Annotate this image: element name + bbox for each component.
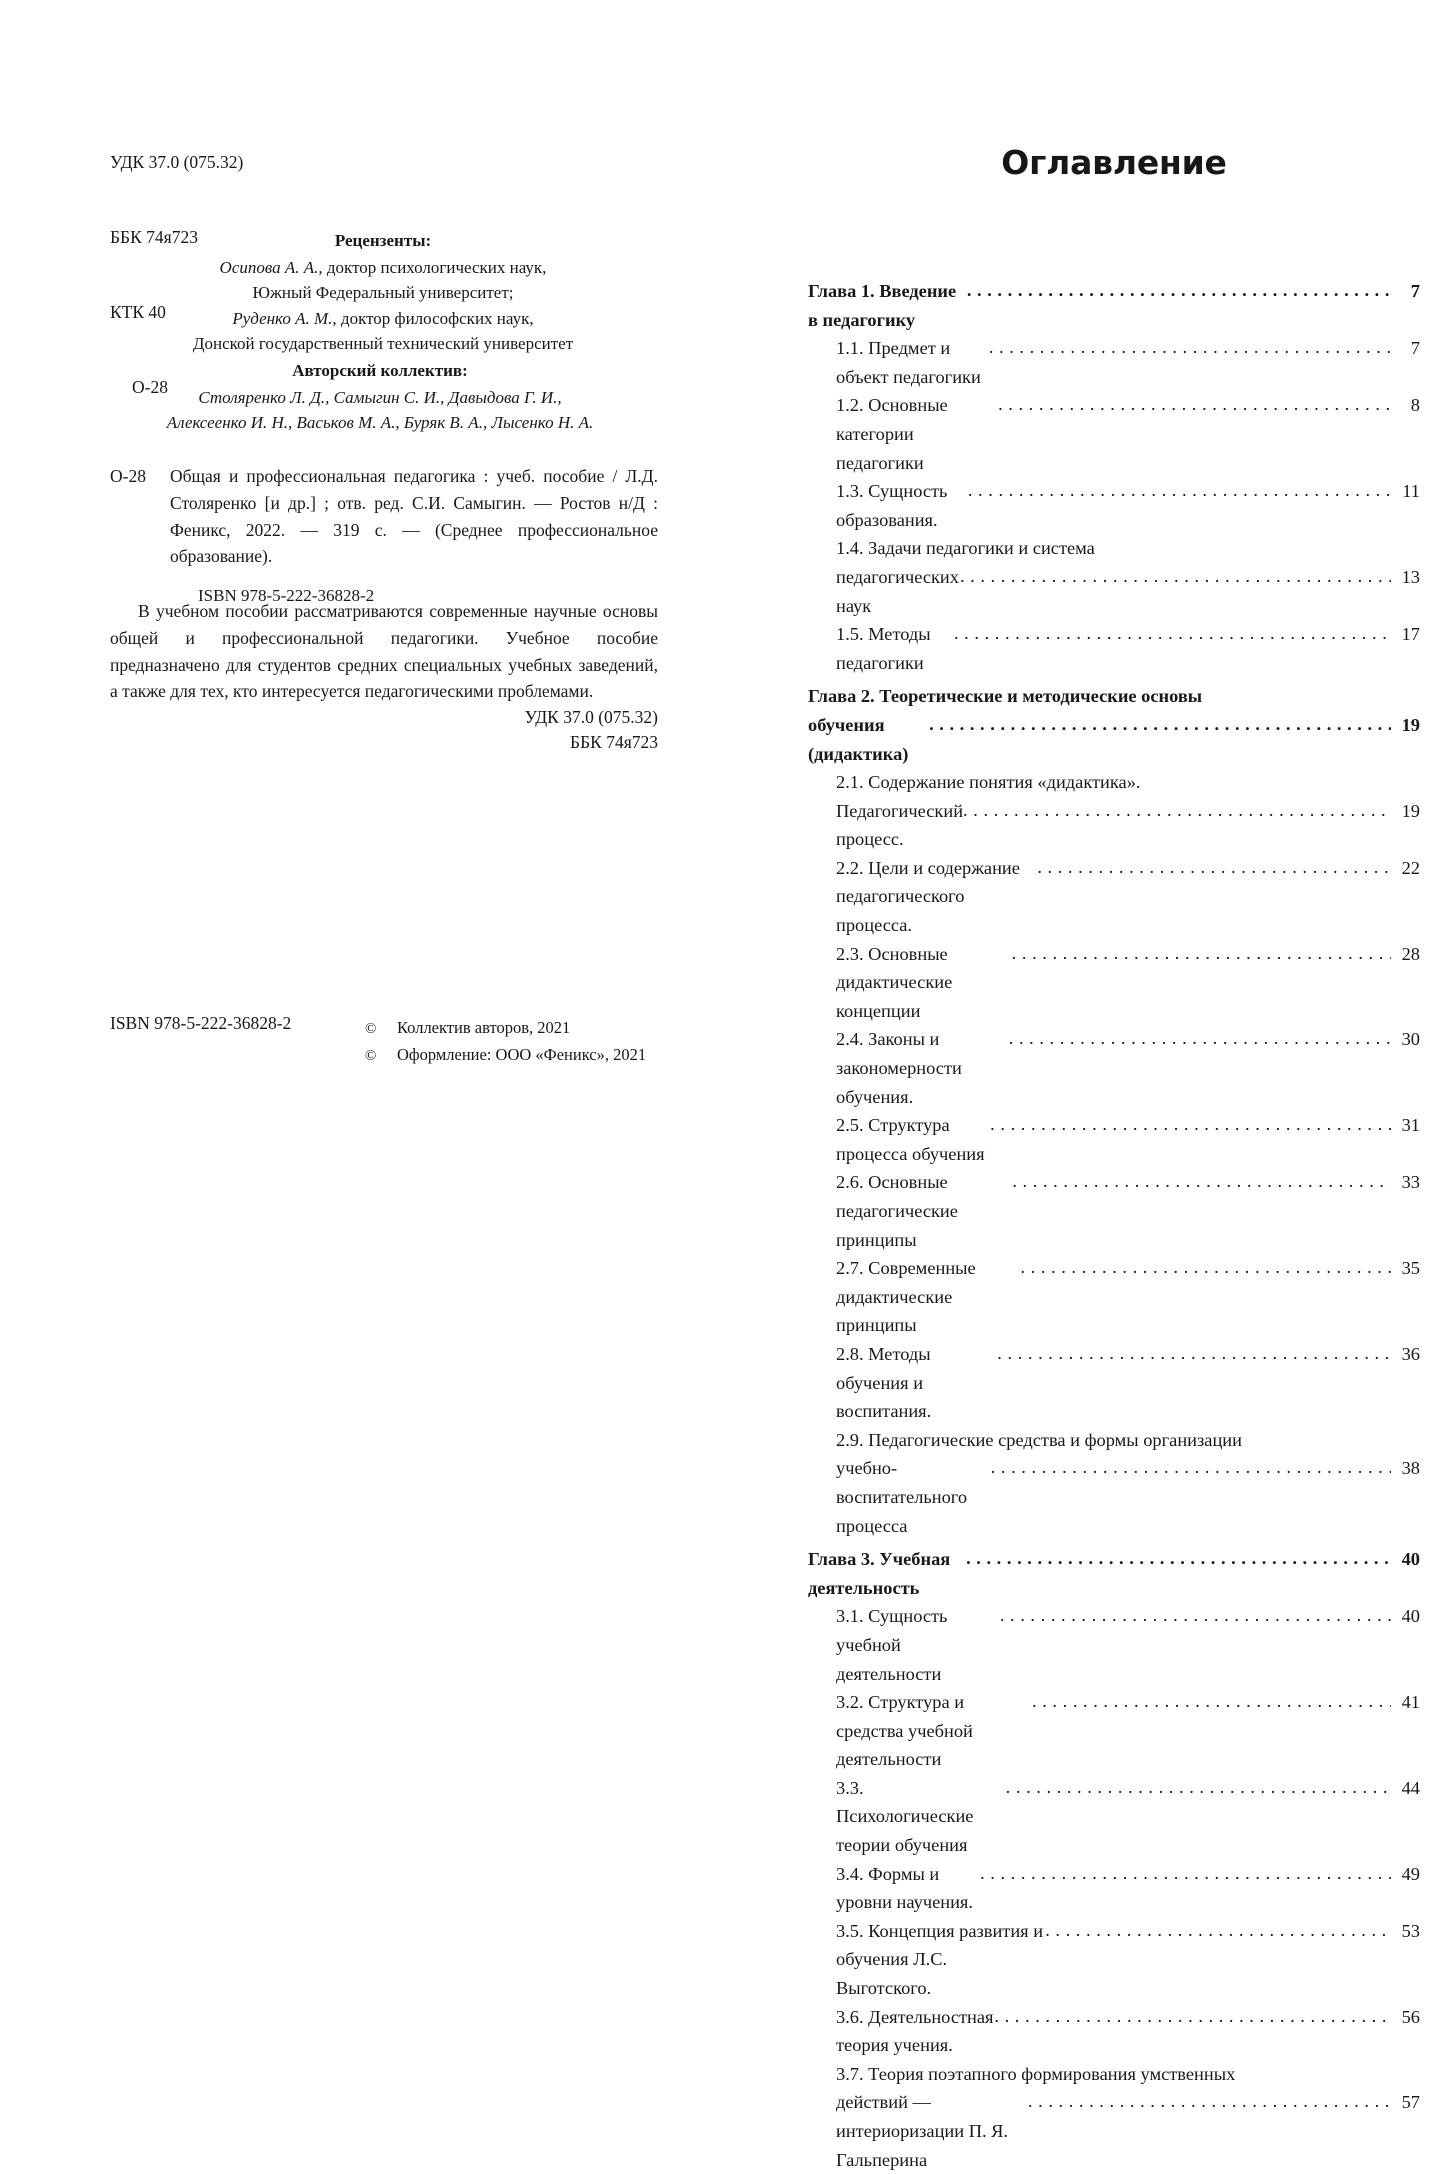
toc-entry-line: 1.4. Задачи педагогики и система	[836, 538, 1095, 559]
toc-dot-leader	[1012, 939, 1391, 968]
toc-leader-row	[836, 391, 1420, 477]
toc-page-number: 33	[1401, 1172, 1420, 1193]
table-of-contents-page	[722, 0, 1445, 2170]
toc-entry-title: 3.1. Сущность учебной деятельности	[836, 1606, 953, 1684]
biblio-description: Общая и профессиональная педагогика : учеб. пособие / Л.Д. Столяренко [и др.] ; отв. ред. С.И. Самыгин. — Ростов н/Д : Феникс, 2022. — 319 с. — (Среднее профессиональное образование).	[170, 466, 658, 567]
biblio-shelf-code: О-28	[110, 466, 146, 486]
toc-dot-leader	[929, 710, 1391, 739]
toc-entry-title: Глава 1. Введение в педагогику	[808, 281, 961, 330]
imprint-page	[0, 0, 722, 1168]
toc-leader-row	[836, 940, 1420, 1026]
toc-dot-leader	[1032, 1687, 1391, 1716]
toc-leader-row	[808, 711, 1420, 768]
toc-entry-title: 3.6. Деятельностная теория учения.	[836, 2006, 999, 2056]
toc-entry-title: 2.7. Современные дидактические принципы	[836, 1258, 981, 1336]
toc-leader-row	[836, 1454, 1420, 1540]
toc-entry-title: действий — интериоризации П. Я. Гальперина	[836, 2092, 1013, 2170]
toc-page-number: 57	[1401, 2092, 1420, 2113]
toc-dot-leader	[954, 619, 1391, 648]
toc-entry-title: 2.4. Законы и закономерности обучения.	[836, 1029, 967, 1107]
toc-section-entry[interactable]	[808, 1602, 1420, 1688]
toc-leader-row	[836, 1111, 1420, 1168]
reviewer-affiliation: Донской государственный технический университет	[192, 334, 574, 353]
reviewer-name: Осипова А. А.,	[219, 257, 323, 277]
copyright-block	[365, 1015, 646, 1069]
reviewer-degree: доктор психологических наук,	[322, 257, 547, 277]
reviewer-line	[110, 306, 656, 332]
toc-section-entry[interactable]	[808, 1111, 1420, 1168]
udk-code-footer: УДК 37.0 (075.32)	[524, 707, 658, 727]
page-title: Оглавление	[1001, 143, 1227, 182]
toc-leader-row	[836, 1917, 1420, 2003]
udk-bbk-footer	[110, 705, 658, 755]
reviewer-line	[110, 331, 656, 357]
toc-page-number: 19	[1401, 800, 1420, 821]
toc-entry-title: обучения (дидактика)	[808, 714, 909, 764]
toc-dot-leader	[1012, 1167, 1391, 1196]
toc-page-number: 53	[1401, 1920, 1420, 1941]
toc-dot-leader	[1037, 853, 1391, 882]
toc-entry-title: 3.5. Концепция развития и обучения Л.С. Выготского.	[836, 1920, 1048, 1999]
toc-page-number: 44	[1401, 1777, 1420, 1798]
toc-leader-row	[836, 1168, 1420, 1254]
toc-section-entry[interactable]	[808, 940, 1420, 1026]
toc-section-entry[interactable]	[808, 1860, 1420, 1917]
toc-page-number: 40	[1401, 1606, 1420, 1627]
toc-leader-row	[836, 1602, 1420, 1688]
reviewer-line	[110, 255, 656, 281]
toc-leader-row	[836, 2088, 1420, 2174]
bbk-code-footer: ББК 74я723	[570, 732, 658, 752]
reviewer-affiliation: Южный Федеральный университет;	[252, 283, 514, 302]
reviewer-name: Руденко А. М.,	[232, 308, 337, 328]
toc-leader-row	[836, 2003, 1420, 2060]
toc-dot-leader	[960, 562, 1391, 591]
toc-entry-title: 1.1. Предмет и объект педагогики	[836, 338, 981, 387]
authors-line: Алексеенко И. Н., Васьков М. А., Буряк В. А., Лысенко Н. А.	[166, 413, 594, 432]
toc-dot-leader	[989, 333, 1391, 362]
biblio-isbn: ISBN 978-5-222-36828-2	[198, 586, 375, 606]
toc-page-number: 38	[1401, 1458, 1420, 1479]
toc-chapter-entry[interactable]	[808, 682, 1420, 768]
toc-page-number: 19	[1401, 714, 1420, 735]
toc-dot-leader	[991, 1453, 1391, 1482]
toc-entry-title: 2.6. Основные педагогические принципы	[836, 1172, 963, 1250]
toc-leader-row	[836, 563, 1420, 620]
toc-dot-leader	[1009, 1024, 1391, 1053]
toc-section-entry[interactable]	[808, 1917, 1420, 2003]
copyright-text: Коллектив авторов, 2021	[397, 1018, 571, 1037]
toc-dot-leader	[990, 1110, 1391, 1139]
toc-entry-title: 2.2. Цели и содержание педагогического процесса.	[836, 857, 1025, 936]
toc-section-entry[interactable]	[808, 1254, 1420, 1340]
toc-section-entry[interactable]	[808, 1688, 1420, 1774]
reviewers-title: Рецензенты:	[334, 231, 432, 250]
toc-section-entry[interactable]	[808, 534, 1420, 620]
toc-page-number: 17	[1401, 624, 1420, 645]
authors-block	[100, 358, 660, 436]
udk-code: УДК 37.0 (075.32)	[110, 152, 244, 172]
toc-entry-title: педагогических наук	[836, 566, 964, 616]
toc-entry-line: 2.1. Содержание понятия «дидактика».	[836, 772, 1141, 793]
toc-dot-leader	[1000, 1601, 1391, 1630]
annotation-paragraph: В учебном пособии рассматриваются современные научные основы общей и профессиональной педагогики. Учебное пособие предназначено для студентов средних специальных учебных заведений, а также для тех, кто интересуется педагогическими проблемами.	[110, 601, 658, 702]
toc-entry-title: Педагогический процесс.	[836, 800, 968, 850]
toc-leader-row	[836, 1340, 1420, 1426]
toc-entry-title: 3.4. Формы и уровни научения.	[836, 1863, 973, 1913]
copyright-row	[365, 1042, 646, 1069]
toc-entry-title: Глава 3. Учебная деятельность	[808, 1549, 955, 1598]
ktk-code: КТК 40	[110, 302, 166, 322]
toc-entry-title: 2.5. Структура процесса обучения	[836, 1115, 985, 1164]
toc-entry-title: 3.3. Психологические теории обучения	[836, 1777, 979, 1856]
toc-leader-row	[836, 1860, 1420, 1917]
toc-entry-title: 2.3. Основные дидактические концепции	[836, 943, 957, 1021]
toc-page-number: 7	[1410, 281, 1420, 301]
toc-leader-row	[836, 1254, 1420, 1340]
toc-entry-title: 1.2. Основные категории педагогики	[836, 395, 953, 473]
toc-dot-leader	[1006, 1773, 1391, 1802]
toc-entry-title: 1.5. Методы педагогики	[836, 624, 936, 673]
toc-leader-row	[836, 854, 1420, 940]
toc-dot-leader	[1020, 1253, 1391, 1282]
bibliographic-record	[110, 463, 658, 610]
reviewer-line	[110, 280, 656, 306]
toc-dot-leader	[998, 390, 1391, 419]
toc-section-entry[interactable]	[808, 391, 1420, 477]
toc-page-number: 30	[1401, 1029, 1420, 1050]
toc-page-number: 28	[1401, 943, 1420, 964]
biblio-row	[110, 463, 658, 570]
toc-page-number: 36	[1401, 1343, 1420, 1364]
toc-page-number: 8	[1410, 395, 1420, 416]
authors-title: Авторский коллектив:	[292, 361, 468, 380]
toc-section-entry[interactable]	[808, 854, 1420, 940]
toc-list	[808, 277, 1420, 2174]
toc-leader-row	[836, 797, 1420, 854]
toc-leader-row	[836, 477, 1420, 534]
toc-page-number: 41	[1401, 1692, 1420, 1713]
toc-section-entry[interactable]	[808, 2060, 1420, 2174]
toc-entry-line: 2.9. Педагогические средства и формы организации	[836, 1429, 1242, 1450]
toc-dot-leader	[963, 796, 1391, 825]
toc-dot-leader	[1028, 2087, 1391, 2116]
toc-leader-row	[836, 1025, 1420, 1111]
toc-leader-row	[836, 334, 1420, 391]
copyright-row	[365, 1015, 646, 1042]
toc-chapter-entry[interactable]	[808, 277, 1420, 334]
toc-leader-row	[836, 1688, 1420, 1774]
copyright-icon: ©	[365, 1048, 377, 1064]
toc-leader-row	[808, 277, 1420, 334]
toc-page-number: 56	[1401, 2006, 1420, 2027]
toc-section-entry[interactable]	[808, 1340, 1420, 1426]
authors-line: Столяренко Л. Д., Самыгин С. И., Давыдова Г. И.,	[198, 387, 562, 407]
shelf-code: О-28	[132, 377, 168, 397]
footer-isbn: ISBN 978-5-222-36828-2	[110, 1013, 292, 1033]
toc-section-entry[interactable]	[808, 1168, 1420, 1254]
toc-page-number: 13	[1401, 566, 1420, 587]
toc-dot-leader	[980, 1859, 1391, 1888]
toc-entry-line: 3.7. Теория поэтапного формирования умственных	[836, 2063, 1236, 2084]
toc-dot-leader	[966, 1544, 1391, 1573]
toc-section-entry[interactable]	[808, 620, 1420, 677]
reviewer-degree: доктор философских наук,	[336, 308, 534, 328]
toc-page-number: 11	[1402, 481, 1420, 502]
bbk-code: ББК 74я723	[110, 227, 198, 247]
toc-page-number: 35	[1401, 1258, 1420, 1279]
toc-dot-leader	[994, 2002, 1391, 2031]
reviewers-block	[110, 228, 656, 357]
toc-entry-line: Глава 2. Теоретические и методические основы	[808, 686, 1203, 707]
toc-page-number: 7	[1410, 338, 1420, 359]
toc-leader-row	[808, 1545, 1420, 1602]
toc-section-entry[interactable]	[808, 477, 1420, 534]
toc-leader-row	[836, 1774, 1420, 1860]
toc-chapter-entry[interactable]	[808, 1545, 1420, 1602]
toc-entry-title: 3.2. Структура и средства учебной деятельности	[836, 1692, 978, 1770]
toc-section-entry[interactable]	[808, 1774, 1420, 1860]
toc-section-entry[interactable]	[808, 1426, 1420, 1540]
toc-dot-leader	[997, 1339, 1391, 1368]
toc-page-number: 49	[1401, 1863, 1420, 1884]
toc-page-number: 31	[1401, 1115, 1420, 1136]
toc-section-entry[interactable]	[808, 334, 1420, 391]
toc-dot-leader	[967, 276, 1391, 305]
toc-page-number: 40	[1401, 1549, 1420, 1570]
copyright-icon: ©	[365, 1021, 377, 1037]
toc-entry-title: учебно-воспитательного процесса	[836, 1458, 972, 1536]
copyright-text: Оформление: ООО «Феникс», 2021	[397, 1045, 647, 1064]
toc-leader-row	[836, 620, 1420, 677]
toc-page-number: 22	[1401, 857, 1420, 878]
toc-section-entry[interactable]	[808, 2003, 1420, 2060]
toc-dot-leader	[968, 476, 1391, 505]
toc-section-entry[interactable]	[808, 1025, 1420, 1111]
toc-section-entry[interactable]	[808, 768, 1420, 854]
toc-entry-title: 1.3. Сущность образования.	[836, 481, 953, 530]
toc-entry-title: 2.8. Методы обучения и воспитания.	[836, 1343, 936, 1422]
toc-dot-leader	[1045, 1916, 1391, 1945]
